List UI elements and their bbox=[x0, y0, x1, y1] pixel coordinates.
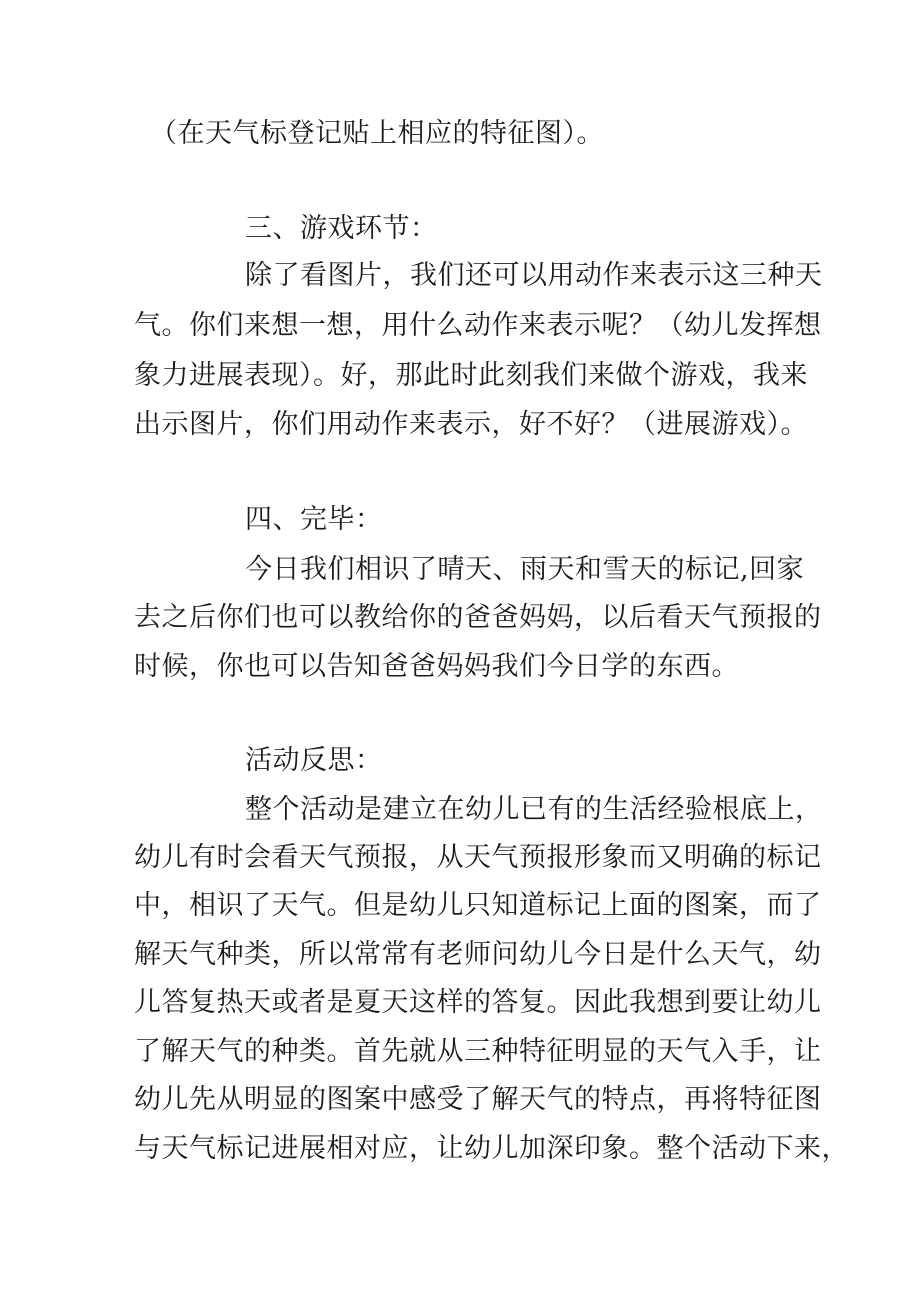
reflection-heading: 活动反思： bbox=[245, 745, 383, 776]
reflection-line-6: 了解天气的种类。首先就从三种特征明显的天气入手，让 bbox=[134, 1036, 822, 1067]
reflection-line-5: 儿答复热天或者是夏天这样的答复。因此我想到要让幼儿 bbox=[134, 987, 822, 1018]
reflection-line-8: 与天气标记进展相对应，让幼儿加深印象。整个活动下来， bbox=[134, 1133, 849, 1164]
section3-line-3: 象力进展表现）。好，那此时此刻我们来做个游戏，我来 bbox=[134, 360, 808, 391]
section3-line-4: 出示图片，你们用动作来表示，好不好？（进展游戏）。 bbox=[134, 409, 808, 440]
section4-line-1: 今日我们相识了晴天、雨天和雪天的标记,回家 bbox=[245, 554, 805, 585]
section4-heading: 四、完毕： bbox=[245, 504, 383, 535]
intro-line: （在天气标登记贴上相应的特征图）。 bbox=[150, 118, 604, 149]
reflection-line-7: 幼儿先从明显的图案中感受了解天气的特点，再将特征图 bbox=[134, 1084, 822, 1115]
section4-line-2: 去之后你们也可以教给你的爸爸妈妈，以后看天气预报的 bbox=[134, 602, 822, 633]
section4-line-3: 时候，你也可以告知爸爸妈妈我们今日学的东西。 bbox=[134, 651, 739, 682]
reflection-line-3: 中，相识了天气。但是幼儿只知道标记上面的图案，而了 bbox=[134, 890, 822, 921]
section3-line-1: 除了看图片，我们还可以用动作来表示这三种天 bbox=[245, 260, 823, 291]
section3-heading: 三、游戏环节： bbox=[245, 213, 438, 244]
reflection-line-2: 幼儿有时会看天气预报，从天气预报形象而又明确的标记 bbox=[134, 842, 822, 873]
section3-line-2: 气。你们来想一想，用什么动作来表示呢？（幼儿发挥想 bbox=[134, 310, 822, 341]
reflection-line-1: 整个活动是建立在幼儿已有的生活经验根底上， bbox=[245, 794, 823, 825]
reflection-line-4: 解天气种类，所以常常有老师问幼儿今日是什么天气，幼 bbox=[134, 939, 822, 970]
